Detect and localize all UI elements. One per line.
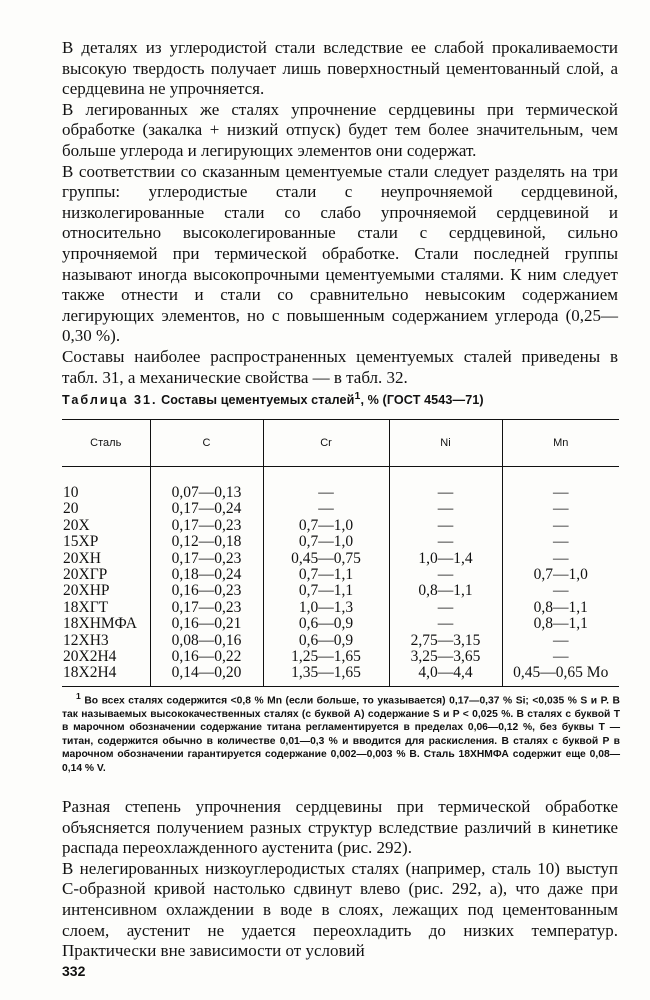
paragraph: В нелегированных низкоуглеродистых сталях (например, сталь 10) выступ С-образной кривой настолько сдвинут влево (рис. 292, а), что даже при интенсивном охлаждении в воде в слоях, лежащих под цементованным слоем, аустенит не удается переохладить до низких температур. Практически вне зависимости от условий [62,858,618,961]
cell-cr: 0,7—1,1 [263,567,389,583]
cell-c: 0,07—0,13 [150,485,263,501]
cell-cr: 0,6—0,9 [263,616,389,632]
cell-ni: — [389,518,502,534]
cell-ni: — [389,501,502,517]
cell-steel: 15ХР [63,533,99,551]
cell-mn: — [502,485,619,501]
cell-ni: 0,8—1,1 [389,583,502,599]
column-header-steel: Сталь [62,420,150,467]
page-number: 332 [62,963,86,979]
cell-c: 0,16—0,23 [150,583,263,599]
table-header-row [62,420,619,467]
cell-ni: — [389,567,502,583]
cell-ni: — [389,600,502,616]
cell-cr: — [263,501,389,517]
cell-c: 0,16—0,21 [150,616,263,632]
cell-steel: 20 [63,500,79,518]
table-row [62,518,619,534]
cell-steel: 20ХН [63,549,101,567]
table-body [62,467,619,687]
cell-c: 0,18—0,24 [150,567,263,583]
cell-cr: 0,7—1,1 [263,583,389,599]
cell-mn: — [502,534,619,550]
footnote-mark: 1 [76,691,81,701]
cell-ni: 2,75—3,15 [389,633,502,649]
table-caption-footnote-ref: 1 [354,390,361,402]
cell-steel: 10 [63,484,79,501]
cell-c: 0,17—0,23 [150,518,263,534]
cell-cr: 0,7—1,0 [263,534,389,550]
steel-composition-table [62,419,619,687]
cell-c: 0,17—0,23 [150,600,263,616]
paragraph: Составы наиболее распространенных цементуемых сталей приведены в табл. 31, а механические свойства — в табл. 32. [62,346,618,387]
cell-mn: — [502,518,619,534]
cell-ni: — [389,534,502,550]
paragraph: Разная степень упрочнения сердцевины при термической обработке объясняется получением разных структур вследствие различий в кинетике распада переохлажденного аустенита (рис. 292). [62,797,618,858]
cell-mn: — [502,501,619,517]
cell-mn: — [502,583,619,599]
cell-ni: 3,25—3,65 [389,649,502,665]
table-caption-title: Составы цементуемых сталей [161,393,355,408]
cell-cr: 0,6—0,9 [263,633,389,649]
cell-steel: 20ХГР [63,566,108,584]
cell-c: 0,12—0,18 [150,534,263,550]
cell-steel: 20ХНР [63,582,110,600]
column-header-c: C [150,420,263,467]
table-spacer-row [62,467,619,486]
table-row [62,501,619,517]
table-footnote [62,690,620,775]
cell-steel: 20Х [63,516,90,534]
cell-mn: 0,7—1,0 [502,567,619,583]
cell-ni: — [389,485,502,501]
footnote-text: Во всех сталях содержится <0,8 % Mn (если больше, то указывается) 0,17—0,37 % Si; <0,035 % S и P. В так называемых высококачественных сталях (с буквой А) содержание S и P < 0,025 %. В сталях с буквой Т в марочном обозначении содержание титана регламентируется в пределах 0,06—0,12 %, без буквы Т — титан, содержится обычно в количестве 0,01—0,3 % и вводится для раскисления. В сталях с буквой Р в марочном обозначении гарантируется содержание 0,002—0,003 % В. Сталь 18ХНМФА содержит еще 0,08—0,14 % V. [62,695,620,774]
table-row [62,583,619,599]
outro-text [62,797,618,962]
table-row [62,616,619,632]
paragraph: В деталях из углеродистой стали вследствие ее слабой прокаливаемости высокую твердость получает лишь поверхностный цементованный слой, а сердцевина не упрочняется. [62,38,618,99]
cell-cr: 0,45—0,75 [263,551,389,567]
cell-ni: — [389,616,502,632]
cell-mn: — [502,551,619,567]
cell-c: 0,17—0,24 [150,501,263,517]
cell-c: 0,17—0,23 [150,551,263,567]
cell-cr: — [263,485,389,501]
table-row [62,633,619,649]
cell-cr: 1,25—1,65 [263,649,389,665]
table-row [62,665,619,686]
cell-steel: 18ХГТ [63,598,109,616]
cell-c: 0,08—0,16 [150,633,263,649]
cell-cr: 0,7—1,0 [263,518,389,534]
cell-c: 0,16—0,22 [150,649,263,665]
cell-ni: 1,0—1,4 [389,551,502,567]
cell-mn: — [502,633,619,649]
table-row [62,600,619,616]
table-row [62,551,619,567]
table-caption [62,390,622,407]
cell-steel: 18Х2Н4 [62,665,150,686]
cell-cr: 1,35—1,65 [263,665,389,686]
paragraph: В легированных же сталях упрочнение сердцевины при термической обработке (закалка + низкий отпуск) будет тем более значительным, чем больше углерода и легирующих элементов они содержат. [62,99,618,160]
cell-cr: 1,0—1,3 [263,600,389,616]
cell-mn: 0,8—1,1 [502,600,619,616]
table-row [62,649,619,665]
cell-mn: 0,45—0,65 Mo [502,665,619,686]
cell-steel: 20Х2Н4 [63,648,117,666]
cell-steel: 12ХН3 [63,631,109,649]
column-header-ni: Ni [389,420,502,467]
table-row [62,567,619,583]
column-header-cr: Cr [263,420,389,467]
table-row [62,485,619,501]
cell-ni: 4,0—4,4 [389,665,502,686]
cell-mn: — [502,649,619,665]
cell-mn: 0,8—1,1 [502,616,619,632]
intro-text [62,38,618,388]
table-row [62,534,619,550]
cell-c: 0,14—0,20 [150,665,263,686]
cell-steel: 18ХНМФА [63,615,137,633]
column-header-mn: Mn [502,420,619,467]
paragraph: В соответствии со сказанным цементуемые стали следует разделять на три группы: углеродистые стали с неупрочняемой сердцевиной, низколегированные стали со слабо упрочняемой сердцевиной и относительно высоколегированные стали с сердцевиной, сильно упрочняемой при термической обработке. Стали последней группы называют иногда высокопрочными цементуемыми сталями. К ним следует также отнести и стали со сравнительно невысоким содержанием легирующих элементов, но с повышенным содержанием углерода (0,25—0,30 %). [62,161,618,346]
table-caption-number: Таблица 31. [62,393,158,408]
table-caption-standard: , % (ГОСТ 4543—71) [360,393,484,408]
